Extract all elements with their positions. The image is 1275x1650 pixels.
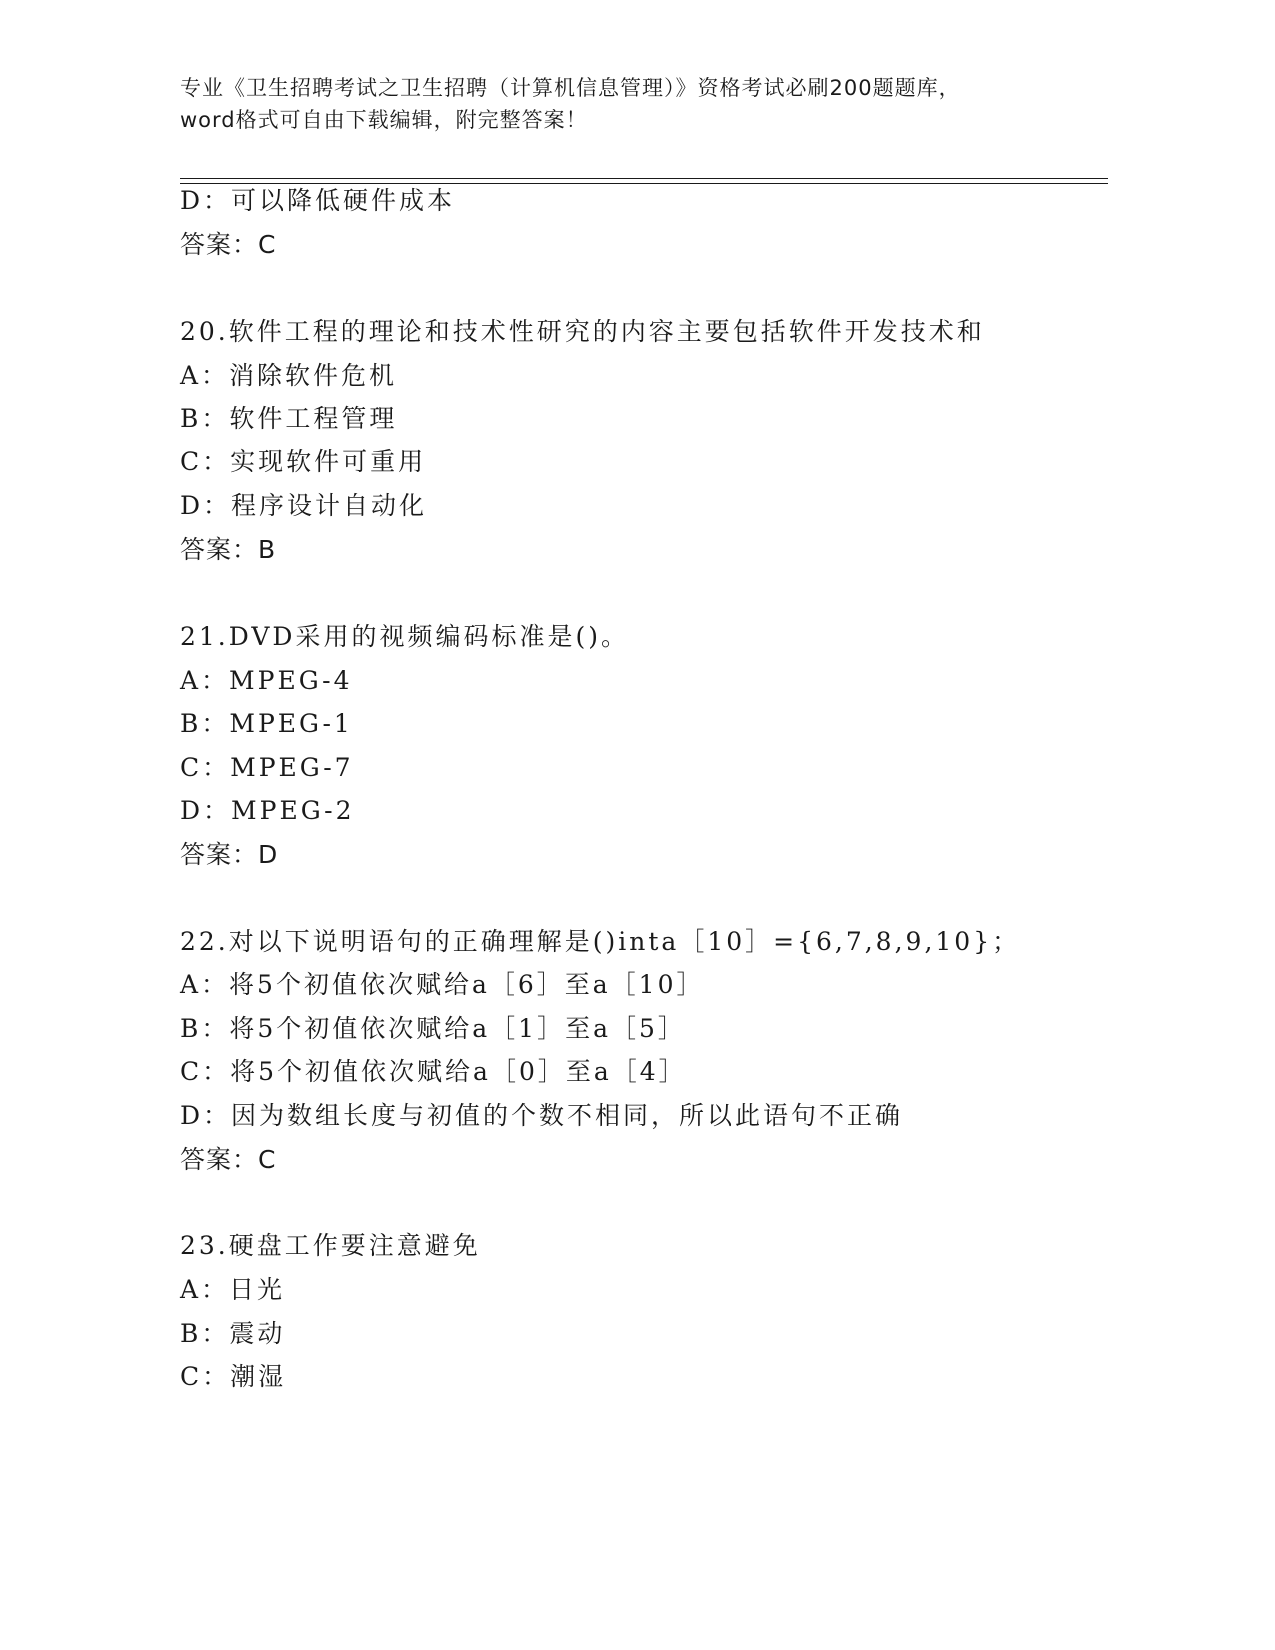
q20-question: 20.软件工程的理论和技术性研究的内容主要包括软件开发技术和: [180, 317, 985, 346]
q22-option-c: C：将5个初值依次赋给a［0］至a［4］: [180, 1057, 687, 1086]
q20-option-b: B：软件工程管理: [180, 404, 398, 433]
q21-option-d: D：MPEG-2: [180, 796, 355, 825]
q21-option-b: B：MPEG-1: [180, 709, 353, 738]
q23-option-b: B：震动: [180, 1319, 286, 1348]
q23-question: 23.硬盘工作要注意避免: [180, 1231, 481, 1260]
q20-answer: 答案：B: [180, 535, 277, 564]
q22-option-b: B：将5个初值依次赋给a［1］至a［5］: [180, 1014, 686, 1043]
header-rule-bottom: [180, 183, 1108, 184]
q20-option-a: A：消除软件危机: [180, 361, 398, 390]
q22-option-a: A：将5个初值依次赋给a［6］至a［10］: [180, 970, 705, 999]
q22-answer: 答案：C: [180, 1145, 277, 1174]
header-line-2: word格式可自由下载编辑，附完整答案！: [180, 108, 588, 132]
q21-question: 21.DVD采用的视频编码标准是()。: [180, 622, 629, 651]
q20-option-c: C：实现软件可重用: [180, 447, 427, 476]
q23-option-a: A：日光: [180, 1275, 286, 1304]
q23-option-c: C：潮湿: [180, 1362, 287, 1391]
q22-question: 22.对以下说明语句的正确理解是()inta［10］={6,7,8,9,10}；: [180, 927, 1021, 956]
q21-option-c: C：MPEG-7: [180, 753, 354, 782]
header-line-1: 专业《卫生招聘考试之卫生招聘（计算机信息管理）》资格考试必刷200题题库，: [180, 76, 961, 100]
q19-answer: 答案：C: [180, 230, 277, 259]
q21-option-a: A：MPEG-4: [180, 666, 353, 695]
q21-answer: 答案：D: [180, 840, 279, 869]
q22-option-d: D：因为数组长度与初值的个数不相同，所以此语句不正确: [180, 1101, 904, 1130]
q19-option-d: D：可以降低硬件成本: [180, 186, 456, 215]
header-rule-top: [180, 178, 1108, 179]
q20-option-d: D：程序设计自动化: [180, 491, 428, 520]
document-header: [180, 72, 1100, 136]
